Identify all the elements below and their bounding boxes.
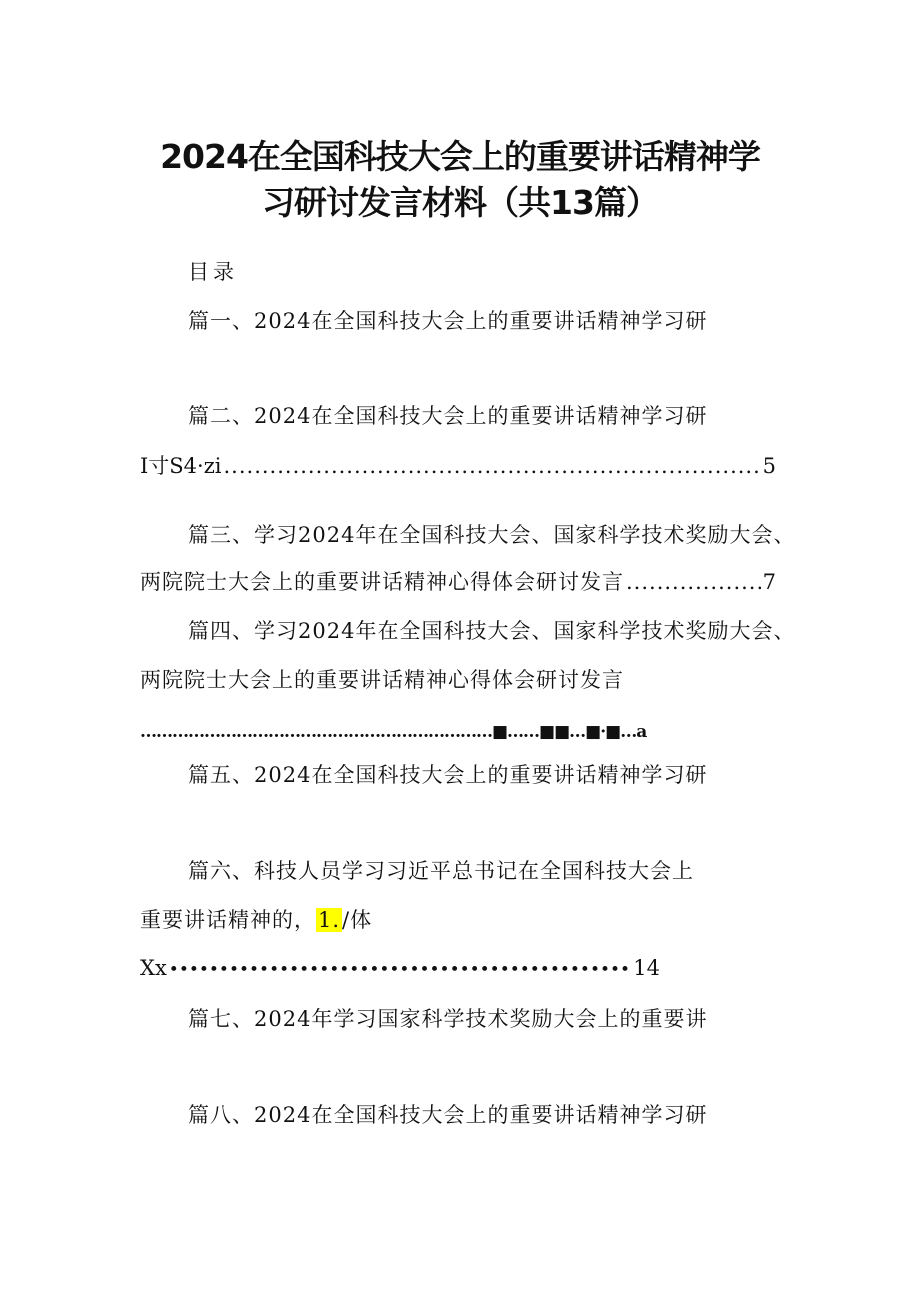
toc-item-4-dots (140, 722, 675, 744)
toc-item-6-cont: Xx (140, 956, 167, 980)
toc-item-7[interactable]: 篇七、2024年学习国家科学技术奖励大会上的重要讲 (188, 1007, 708, 1031)
toc-item-8[interactable]: 篇八、2024在全国科技大会上的重要讲话精神学习研 (188, 1103, 708, 1127)
toc-item-2-leader[interactable] (140, 452, 776, 480)
toc-item-6-line2-row[interactable] (140, 906, 372, 934)
toc-item-1[interactable]: 篇一、2024在全国科技大会上的重要讲话精神学习研 (188, 309, 708, 333)
toc-item-6-page: 14 (633, 956, 660, 980)
title-line-1: 2024在全国科技大会上的重要讲话精神学 (160, 137, 760, 176)
dot-leader (224, 452, 761, 480)
toc-item-3-page: 7 (762, 570, 776, 594)
document-title (0, 134, 920, 226)
bullet-leader (169, 954, 631, 984)
title-line-2: 习研讨发言材料（共13篇） (262, 183, 658, 222)
toc-item-2-page: 5 (762, 454, 776, 478)
toc-item-4-line1[interactable]: 篇四、学习2024年在全国科技大会、国家科学技术奖励大会、 (188, 619, 796, 643)
toc-item-5[interactable]: 篇五、2024在全国科技大会上的重要讲话精神学习研 (188, 763, 708, 787)
dot-leader (626, 568, 761, 596)
highlighted-text: 1. (318, 908, 341, 932)
toc-item-3-line1[interactable]: 篇三、学习2024年在全国科技大会、国家科学技术奖励大会、 (188, 523, 796, 547)
toc-item-3-line2: 两院院士大会上的重要讲话精神心得体会研讨发言 (140, 570, 624, 594)
toc-item-6-line2: 重要讲话精神的， (140, 908, 316, 932)
toc-item-4-leader: …………………………………………………………■……■■…■·■…a (140, 722, 647, 742)
toc-item-6-tail: /体 (342, 908, 373, 932)
toc-item-6-line1[interactable]: 篇六、科技人员学习习近平总书记在全国科技大会上 (188, 859, 694, 883)
toc-item-2[interactable]: 篇二、2024在全国科技大会上的重要讲话精神学习研 (188, 404, 708, 428)
toc-item-2-cont: I寸S4·zi (140, 454, 222, 478)
toc-item-3-leader[interactable] (140, 568, 776, 596)
toc-item-6-leader[interactable] (140, 954, 660, 984)
toc-heading: 目录 (188, 260, 238, 284)
toc-item-4-line2[interactable]: 两院院士大会上的重要讲话精神心得体会研讨发言 (140, 668, 624, 692)
